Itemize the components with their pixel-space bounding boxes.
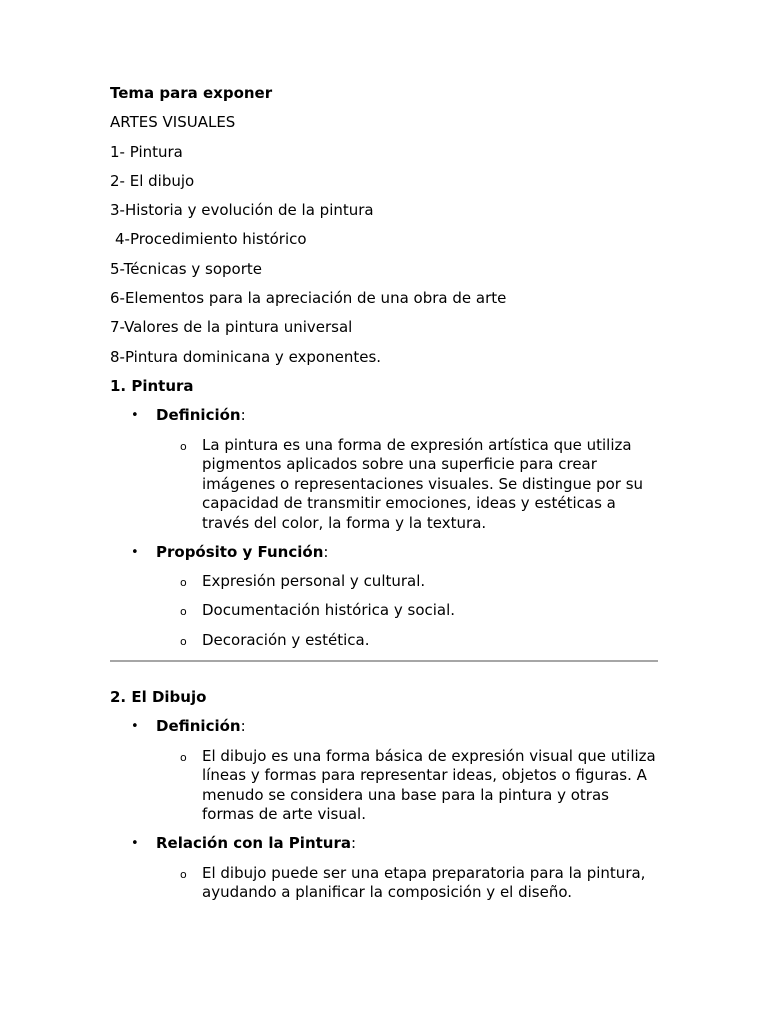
circle-bullet-icon: o bbox=[180, 439, 187, 453]
circle-bullet-icon: o bbox=[180, 634, 187, 648]
topic-list bbox=[110, 143, 658, 368]
horizontal-divider bbox=[110, 660, 658, 662]
sub-list-item bbox=[156, 864, 658, 903]
circle-bullet-icon: o bbox=[180, 867, 187, 881]
topic-item: 2- El dibujo bbox=[110, 171, 195, 190]
document-title: Tema para exponer bbox=[110, 84, 273, 102]
list-item bbox=[110, 834, 658, 902]
colon: : bbox=[351, 834, 357, 853]
bullet-icon: • bbox=[131, 719, 139, 735]
colon: : bbox=[240, 406, 246, 425]
list-item bbox=[110, 406, 658, 533]
purpose-item: Expresión personal y cultural. bbox=[202, 572, 426, 591]
section-heading-dibujo: 2. El Dibujo bbox=[110, 688, 207, 707]
sub-list-item bbox=[156, 436, 658, 534]
topic-item: 4-Procedimiento histórico bbox=[115, 230, 307, 249]
list-item bbox=[110, 543, 658, 650]
bullet-icon: • bbox=[131, 408, 139, 424]
purpose-item: Decoración y estética. bbox=[202, 630, 370, 649]
sub-list bbox=[156, 436, 658, 534]
topic-item: 6-Elementos para la apreciación de una obra de arte bbox=[110, 289, 507, 308]
pintura-list bbox=[110, 406, 658, 650]
definition-text: El dibujo es una forma básica de expresión visual que utiliza líneas y formas para representar ideas, objetos o figuras. A menudo se considera una base para la pintura y otras formas de arte visual. bbox=[202, 746, 656, 824]
purpose-label: Propósito y Función bbox=[156, 542, 324, 561]
topic-item: 5-Técnicas y soporte bbox=[110, 259, 262, 278]
bullet-icon: • bbox=[131, 544, 139, 560]
definition-text: La pintura es una forma de expresión artística que utiliza pigmentos aplicados sobre una superficie para crear imágenes o representaciones visuales. Se distingue por su capacidad de transmitir emociones, ideas y estéticas a través del color, la forma y la textura. bbox=[202, 435, 644, 532]
circle-bullet-icon: o bbox=[180, 750, 187, 764]
relation-label: Relación con la Pintura bbox=[156, 834, 351, 853]
topic-item: 3-Historia y evolución de la pintura bbox=[110, 201, 374, 220]
dibujo-list bbox=[110, 717, 658, 902]
sub-list bbox=[156, 864, 658, 903]
topic-item: 7-Valores de la pintura universal bbox=[110, 318, 353, 337]
sub-list-item bbox=[156, 601, 658, 621]
sub-list bbox=[156, 747, 658, 825]
topic-item: 8-Pintura dominicana y exponentes. bbox=[110, 347, 382, 366]
colon: : bbox=[240, 717, 246, 736]
purpose-item: Documentación histórica y social. bbox=[202, 601, 456, 620]
sub-list-item bbox=[156, 631, 658, 651]
topic-item: 1- Pintura bbox=[110, 142, 183, 161]
circle-bullet-icon: o bbox=[180, 576, 187, 590]
list-item bbox=[110, 717, 658, 824]
document-body bbox=[110, 84, 658, 913]
sub-list-item bbox=[156, 747, 658, 825]
circle-bullet-icon: o bbox=[180, 605, 187, 619]
definition-label: Definición bbox=[156, 717, 241, 736]
sub-list bbox=[156, 572, 658, 650]
bullet-icon: • bbox=[131, 836, 139, 852]
sub-list-item bbox=[156, 572, 658, 592]
section-heading-pintura: 1. Pintura bbox=[110, 376, 194, 395]
definition-label: Definición bbox=[156, 406, 241, 425]
colon: : bbox=[323, 542, 329, 561]
relation-text: El dibujo puede ser una etapa preparatoria para la pintura, ayudando a planificar la composición y el diseño. bbox=[202, 863, 646, 902]
subject-heading: ARTES VISUALES bbox=[110, 113, 236, 132]
